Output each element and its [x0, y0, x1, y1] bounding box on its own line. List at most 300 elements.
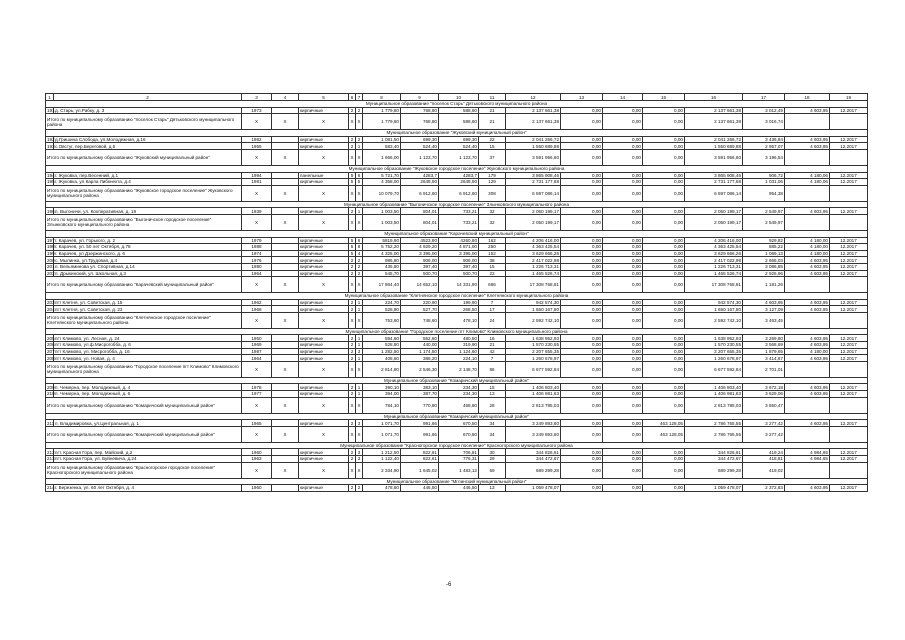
table-cell: 5 — [356, 179, 363, 186]
total-cell: X — [299, 312, 349, 328]
table-cell: 2 — [356, 270, 363, 277]
total-cell — [785, 397, 830, 413]
table-cell: 12.2017 — [830, 384, 868, 391]
table-cell: 4 603,95 — [785, 299, 830, 306]
table-cell: 2 050 199,17 — [506, 208, 561, 215]
table-cell: 208 — [47, 355, 55, 361]
table-cell: 4 180,00 — [785, 244, 830, 251]
table-cell: г. Березенка, ул. 60 лет Октября, д. 4 — [54, 485, 242, 492]
table-cell: 0,00 — [561, 257, 603, 264]
table-cell: пгт Климово, ул. Лесная, д. 24 — [54, 335, 242, 342]
table-cell: 2 — [349, 270, 356, 277]
table-cell: 2 207 655,35 — [506, 348, 561, 355]
table-cell: 408,60 — [363, 355, 401, 362]
table-cell: п. Вельяминова ул. Спортивная, д.14 — [54, 263, 242, 270]
table-cell: 4 603,95 — [785, 270, 830, 277]
table-cell: пгт Климово, ул.ф.Мисрогобба, д. 6 — [54, 342, 242, 349]
table-cell: 0,00 — [643, 257, 685, 264]
table-cell: 0,00 — [603, 449, 643, 456]
total-cell: 0,00 — [603, 426, 643, 442]
table-cell: 1 — [356, 342, 363, 349]
table-cell: 0,00 — [561, 263, 603, 270]
table-cell: 5 752,20 — [363, 244, 401, 251]
table-cell: 12.2017 — [830, 335, 868, 342]
total-cell: 2 050 199,17 — [685, 214, 743, 230]
table-cell: 0,00 — [643, 244, 685, 251]
total-cell: X — [356, 114, 363, 130]
table-cell: 1 406 803,40 — [506, 384, 561, 391]
table-cell: 2 — [349, 136, 356, 143]
total-cell: 0,00 — [603, 361, 643, 377]
table-cell: 0,00 — [561, 143, 603, 150]
table-cell: 21 — [479, 107, 506, 114]
total-cell: 0,00 — [561, 361, 603, 377]
table-cell: кирпичные — [299, 250, 349, 257]
table-cell: 268,50 — [439, 306, 479, 313]
table-cell: 986,80 — [363, 257, 401, 264]
table-cell: кирпичные — [299, 420, 349, 427]
total-cell: 2 050 199,17 — [506, 214, 561, 230]
table-cell — [272, 456, 299, 463]
total-cell: X — [242, 114, 272, 130]
total-label: Итого по муниципальному образованию "Карачевский муниципальный район" — [46, 277, 242, 293]
table-cell: 0,00 — [561, 244, 603, 251]
table-cell: 397,40 — [401, 263, 439, 270]
total-cell: 1 483,12 — [439, 462, 479, 478]
total-cell: 0,00 — [603, 312, 643, 328]
table-cell: 17 — [479, 306, 506, 313]
table-cell: 7 — [479, 299, 506, 306]
table-cell: 5 — [349, 179, 356, 186]
table-cell: 207 — [47, 348, 55, 354]
header-cell: 17 — [743, 94, 785, 101]
total-cell: X — [356, 397, 363, 413]
table-cell: 0,00 — [561, 306, 603, 313]
table-cell — [272, 270, 299, 277]
table-cell: кирпичные — [299, 348, 349, 355]
total-cell: 0,00 — [643, 312, 685, 328]
table-cell: 0,00 — [561, 348, 603, 355]
total-cell: X — [299, 214, 349, 230]
table-cell: 446,50 — [401, 485, 439, 492]
table-cell: 206 — [47, 342, 55, 348]
table-cell: 528,80 — [363, 342, 401, 349]
total-cell: 17 308 768,81 — [685, 277, 743, 293]
total-cell — [830, 214, 868, 230]
table-cell — [272, 179, 299, 186]
total-cell: 0,00 — [561, 214, 603, 230]
table-cell: 4 929,20 — [401, 244, 439, 251]
table-cell: 1 — [356, 384, 363, 391]
table-cell: 822,61 — [401, 449, 439, 456]
total-cell: 0,00 — [643, 214, 685, 230]
total-cell: X — [272, 277, 299, 293]
table-cell: кирпичные — [299, 179, 349, 186]
table-cell: 2 786 765,55 — [685, 420, 743, 427]
total-cell — [830, 462, 868, 478]
table-cell: 1 226 713,31 — [506, 263, 561, 270]
table-cell: 344 472,67 — [506, 456, 561, 463]
total-cell: X — [349, 149, 356, 165]
section-row — [46, 130, 868, 137]
table-cell: 1 174,50 — [401, 348, 439, 355]
total-cell — [830, 114, 868, 130]
total-cell: X — [272, 397, 299, 413]
total-label: Итого по муниципальному образованию "Клетнянское городское поселение" Клетнянского муниципального района — [46, 312, 242, 328]
table-cell: 4 180,00 — [785, 348, 830, 355]
table-cell: 1 — [356, 306, 363, 313]
table-cell: 0,00 — [561, 384, 603, 391]
table-cell: 387,70 — [401, 391, 439, 398]
section-title: Муниципальное образование "Клетнянское городское поселение" Клетнянского муниципального района — [46, 293, 868, 300]
table-cell: 1 — [356, 335, 363, 342]
section-row — [46, 377, 868, 384]
table-cell: 3 395,00 — [401, 250, 439, 257]
table-cell: 0,00 — [561, 485, 603, 492]
table-cell: 344 826,61 — [685, 449, 743, 456]
table-cell: 4 206 416,00 — [685, 237, 743, 244]
table-row — [46, 250, 868, 257]
table-row — [46, 244, 868, 251]
total-cell: 0,00 — [561, 185, 603, 201]
table-cell: 4523,80 — [401, 237, 439, 244]
table-cell: 0,00 — [561, 237, 603, 244]
table-cell: кирпичные — [299, 263, 349, 270]
table-cell: 1939 — [242, 208, 272, 215]
table-cell: кирпичные — [299, 355, 349, 362]
total-cell: X — [299, 361, 349, 377]
table-cell: 3 — [356, 456, 363, 463]
table-cell: 2 — [356, 485, 363, 492]
header-cell: 16 — [685, 94, 743, 101]
table-cell: 906,72 — [743, 172, 785, 179]
table-cell: 1973 — [242, 107, 272, 114]
table-cell — [272, 172, 299, 179]
total-cell — [830, 361, 868, 377]
table-cell: 0,00 — [561, 172, 603, 179]
total-cell — [785, 214, 830, 230]
total-cell: X — [242, 185, 272, 201]
table-cell: 199,90 — [439, 299, 479, 306]
table-cell: 4 603,95 — [785, 208, 830, 215]
total-cell — [785, 361, 830, 377]
table-cell: 1 260 678,97 — [506, 355, 561, 362]
table-cell: 397,40 — [439, 263, 479, 270]
table-cell: 0,00 — [603, 384, 643, 391]
table-cell: 319,90 — [439, 342, 479, 349]
table-cell: 1 570 230,55 — [506, 342, 561, 349]
total-cell: 2 814,80 — [363, 361, 401, 377]
table-cell: 3 568,69 — [743, 342, 785, 349]
table-cell: 3 629 666,26 — [685, 250, 743, 257]
table-cell: кирпичные — [299, 257, 349, 264]
total-row — [46, 185, 868, 201]
table-cell: 12.2017 — [830, 456, 868, 463]
table-cell: 0,00 — [561, 107, 603, 114]
table-cell: 0,00 — [643, 136, 685, 143]
total-cell — [830, 277, 868, 293]
total-cell: 2 786 765,55 — [685, 426, 743, 442]
table-cell: 192 — [47, 137, 55, 143]
total-row — [46, 462, 868, 478]
total-cell: X — [356, 312, 363, 328]
table-cell: 0,00 — [643, 250, 685, 257]
table-cell: 204 — [47, 306, 55, 312]
table-cell: 1960 — [242, 485, 272, 492]
table-cell: 1982 — [242, 136, 272, 143]
total-cell: 770,80 — [401, 397, 439, 413]
table-cell: 1 465 526,74 — [685, 270, 743, 277]
table-cell: 440,00 — [401, 342, 439, 349]
table-cell: п. Чемерна, пер. Молодежный, д. 4 — [54, 384, 242, 391]
total-cell: 666 — [479, 277, 506, 293]
total-cell: 478,10 — [439, 312, 479, 328]
table-row — [46, 208, 868, 215]
header-cell: 1 — [46, 94, 54, 101]
table-cell: с.Овстуг, пер.Береговой, д.5 — [54, 143, 242, 150]
table-cell: 942 574,30 — [506, 299, 561, 306]
total-cell: 6 677 592,84 — [506, 361, 561, 377]
table-cell: 12.2017 — [830, 485, 868, 492]
total-row — [46, 114, 868, 130]
section-title: Муниципальное образование "Красногорское городское поселение" Красногорского муниципального района — [46, 442, 868, 449]
total-cell: 14 331,90 — [439, 277, 479, 293]
table-cell: д. Старь, ул.Рабку, д. 3 — [54, 107, 242, 114]
table-cell: 0,00 — [603, 172, 643, 179]
table-cell: 3 629 666,26 — [506, 250, 561, 257]
table-cell: пгт Климово, ул. Мисрогобба, д. 16 — [54, 348, 242, 355]
table-row — [46, 420, 868, 427]
table-cell: 0,00 — [643, 172, 685, 179]
table-cell: 390,10 — [363, 384, 401, 391]
total-cell: 0,00 — [603, 277, 643, 293]
total-cell: 0,00 — [561, 312, 603, 328]
table-cell: 205 — [47, 335, 55, 341]
table-cell: 3 — [356, 348, 363, 355]
table-cell: 699,30 — [401, 136, 439, 143]
table-cell: 0,00 — [643, 342, 685, 349]
total-cell: 0,00 — [561, 426, 603, 442]
table-cell: 2 — [349, 420, 356, 427]
table-row — [46, 172, 868, 179]
table-cell: 4 363 425,54 — [685, 244, 743, 251]
table-cell: 1 779,60 — [363, 107, 401, 114]
table-cell: 12.2017 — [830, 299, 868, 306]
table-cell: 2 549,97 — [743, 208, 785, 215]
total-cell — [830, 397, 868, 413]
total-cell: X — [349, 426, 356, 442]
total-cell: 2 549,97 — [743, 214, 785, 230]
table-row — [46, 449, 868, 456]
table-cell: 1 059 478,07 — [506, 485, 561, 492]
table-cell: 2 — [356, 107, 363, 114]
table-cell: 2 — [349, 391, 356, 398]
table-cell: 4 603,95 — [785, 257, 830, 264]
table-cell: 0,00 — [603, 107, 643, 114]
table-cell: 0,00 — [643, 208, 685, 215]
table-cell: 0,00 — [643, 107, 685, 114]
total-cell: X — [242, 312, 272, 328]
table-cell — [272, 263, 299, 270]
table-cell: 0,00 — [603, 348, 643, 355]
total-cell: X — [242, 397, 272, 413]
table-cell: 733,21 — [439, 208, 479, 215]
section-title: Муниципальное образование "Комаричский муниципальный район" — [46, 413, 868, 420]
total-cell: 3 591 956,60 — [506, 149, 561, 165]
total-cell — [830, 426, 868, 442]
total-cell: 17 864,40 — [363, 277, 401, 293]
table-cell: 394,00 — [363, 391, 401, 398]
total-cell: 0,00 — [561, 149, 603, 165]
table-cell: 224,70 — [363, 299, 401, 306]
table-cell: пгт. Красная Гора, ул. Буйневича, д.24 — [54, 456, 242, 463]
table-cell: 0,00 — [603, 208, 643, 215]
total-cell: 6 597 086,14 — [506, 185, 561, 201]
total-label: Итого по муниципальному образованию "Жуковское городское поселение" Жуковского муниципального района — [46, 185, 242, 201]
total-cell: X — [349, 185, 356, 201]
table-cell: 12.2017 — [830, 449, 868, 456]
total-cell — [830, 149, 868, 165]
table-cell: 1 570 230,55 — [685, 342, 743, 349]
table-cell: 1 260 678,97 — [685, 355, 743, 362]
table-cell: 202 — [47, 270, 55, 276]
table-cell: 527,70 — [401, 306, 439, 313]
section-title: Муниципальное образование "Карачевский муниципальный район" — [46, 230, 868, 237]
table-cell: 1968 — [242, 306, 272, 313]
table-cell: 3 127,09 — [743, 306, 785, 313]
table-cell — [272, 250, 299, 257]
total-cell: 2 592 742,10 — [685, 312, 743, 328]
table-cell: 0,00 — [643, 335, 685, 342]
table-cell: 706,81 — [439, 449, 479, 456]
section-row — [46, 293, 868, 300]
table-cell: 12.2017 — [830, 179, 868, 186]
table-row — [46, 384, 868, 391]
table-cell: 5 721,70 — [363, 172, 401, 179]
total-cell: X — [356, 185, 363, 201]
total-cell: 804,01 — [401, 214, 439, 230]
total-row — [46, 149, 868, 165]
table-row — [46, 237, 868, 244]
table-cell: 3 249 893,60 — [506, 420, 561, 427]
table-cell: 929,82 — [743, 237, 785, 244]
table-cell: 2 731 177,68 — [685, 179, 743, 186]
total-cell: X — [349, 277, 356, 293]
table-cell: 2 — [356, 257, 363, 264]
total-cell: X — [299, 426, 349, 442]
total-cell: 753,60 — [363, 312, 401, 328]
table-cell: 4 180,00 — [785, 237, 830, 244]
table-cell: кирпичные — [299, 306, 349, 313]
table-cell: 12.2017 — [830, 250, 868, 257]
total-cell: 1 645,02 — [401, 462, 439, 478]
table-cell: 4 206 416,00 — [506, 237, 561, 244]
total-cell: 3 249 893,60 — [506, 426, 561, 442]
table-cell: 2 — [356, 263, 363, 270]
total-cell: 6 912,60 — [401, 185, 439, 201]
table-cell: 29 — [479, 456, 506, 463]
table-cell: 32 — [479, 208, 506, 215]
table-cell: 1 081,50 — [363, 136, 401, 143]
table-cell: 12.2017 — [830, 263, 868, 270]
table-cell: 1980 — [242, 263, 272, 270]
table-cell — [272, 299, 299, 306]
table-cell: 12.2017 — [830, 143, 868, 150]
table-cell: 0,00 — [603, 306, 643, 313]
table-cell: 545,70 — [363, 270, 401, 277]
table-cell: 1 226 713,31 — [685, 263, 743, 270]
table-cell: 1950 — [242, 335, 272, 342]
header-cell: 8 — [363, 94, 401, 101]
table-cell: 2 926,96 — [743, 270, 785, 277]
table-cell — [272, 420, 299, 427]
table-cell: 0,00 — [643, 179, 685, 186]
total-cell: 0,00 — [643, 462, 685, 478]
table-cell: 191 — [47, 107, 55, 113]
table-cell: 4 984,65 — [785, 449, 830, 456]
table-cell: 0,00 — [561, 250, 603, 257]
table-row — [46, 263, 868, 270]
table-cell: 0,00 — [643, 355, 685, 362]
table-cell: 418,81 — [743, 456, 785, 463]
table-cell: 0,00 — [561, 456, 603, 463]
table-cell: 201 — [47, 264, 55, 270]
table-cell: 4 180,06 — [785, 172, 830, 179]
table-row — [46, 136, 868, 143]
total-cell: 6 912,60 — [439, 185, 479, 201]
table-cell: 1969 — [242, 342, 272, 349]
total-cell: 10 079,70 — [363, 185, 401, 201]
table-cell: 419,24 — [743, 449, 785, 456]
table-cell: 2 — [349, 384, 356, 391]
total-cell — [785, 277, 830, 293]
table-cell: 2 137 661,38 — [685, 107, 743, 114]
total-cell: X — [299, 462, 349, 478]
table-cell: 1 — [356, 299, 363, 306]
total-cell: X — [272, 426, 299, 442]
section-title: Муниципальное образование "поселок Старь" Дятьковского муниципального района — [46, 101, 868, 108]
table-cell: 0,00 — [643, 485, 685, 492]
table-cell: 193 — [47, 143, 55, 149]
housing-register-table — [45, 93, 868, 492]
header-cell: 4 — [272, 94, 299, 101]
table-cell: 214 — [47, 485, 55, 491]
table-cell: 1 069,13 — [743, 250, 785, 257]
table-cell: 2 731 177,68 — [506, 179, 561, 186]
table-cell: кирпичные — [299, 237, 349, 244]
table-cell: 906,00 — [439, 257, 479, 264]
table-cell: 1 — [356, 208, 363, 215]
total-cell: X — [356, 462, 363, 478]
table-cell: 203 — [47, 299, 55, 305]
table-cell: 0,00 — [561, 270, 603, 277]
section-row — [46, 478, 868, 485]
total-cell: 1 123,70 — [439, 149, 479, 165]
total-cell: X — [356, 277, 363, 293]
section-row — [46, 230, 868, 237]
table-cell: 5819,90 — [363, 237, 401, 244]
table-cell: 0,00 — [643, 391, 685, 398]
header-cell: 11 — [479, 94, 506, 101]
table-cell: 3 269,80 — [743, 335, 785, 342]
table-cell: 0,00 — [603, 391, 643, 398]
total-cell: 2 813 785,03 — [506, 397, 561, 413]
table-cell: 0,00 — [603, 299, 643, 306]
table-cell: пгт Клетня, ул. Советская, д. 23 — [54, 306, 242, 313]
table-cell: 1 406 803,40 — [685, 384, 743, 391]
table-cell — [272, 306, 299, 313]
table-cell: 4 603,95 — [785, 335, 830, 342]
